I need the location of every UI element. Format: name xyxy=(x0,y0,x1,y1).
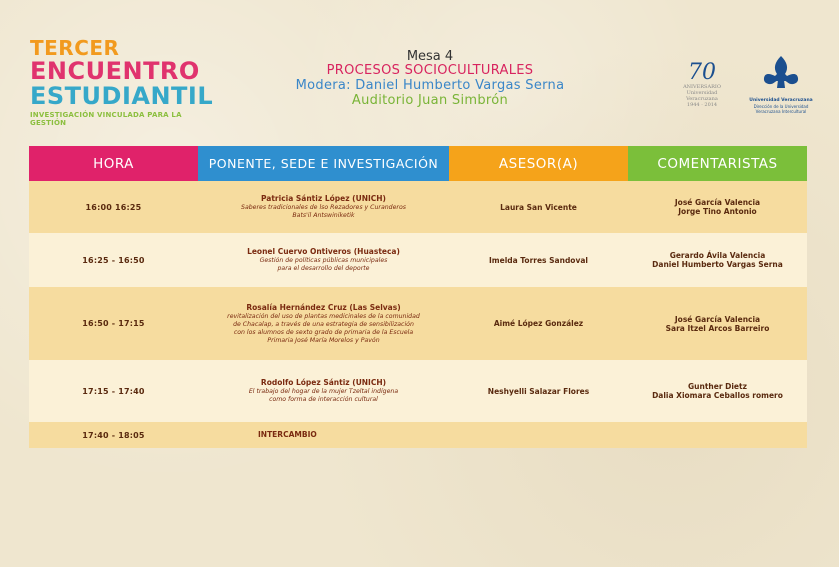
row-research-1: Gestión de políticas públicas municipales xyxy=(259,257,388,264)
university-sub-2: Veracruzana Intercultural xyxy=(755,109,807,114)
row-research-3: con los alumnos de sexto grado de primaria de la Escuela xyxy=(233,328,414,336)
row-time: 16:00 16:25 xyxy=(85,202,142,212)
university-logo xyxy=(746,54,816,114)
row-time: 16:50 - 17:15 xyxy=(82,319,145,328)
table-row xyxy=(29,181,807,233)
logo-line-3: ESTUDIANTIL xyxy=(30,82,214,110)
row-speaker: INTERCAMBIO xyxy=(258,430,317,439)
row-speaker: Rosalía Hernández Cruz (Las Selvas) xyxy=(246,302,401,312)
row-speaker: Rodolfo López Sántiz (UNICH) xyxy=(260,378,387,387)
session-moderator: Modera: Daniel Humberto Vargas Serna xyxy=(295,78,565,93)
row-time: 17:40 - 18:05 xyxy=(82,430,145,440)
header-asesor: ASESOR(A) xyxy=(449,146,628,181)
university-sub-1: Dirección de la Universidad xyxy=(753,104,809,109)
anniversary-line-3: 1944 · 2014 xyxy=(686,102,718,108)
row-speaker: Patricia Sántiz López (UNICH) xyxy=(260,194,386,203)
row-commentator-2: Daniel Humberto Vargas Serna xyxy=(652,260,783,269)
row-research-1: revitalización del uso de plantas medicinales de la comunidad xyxy=(227,312,420,320)
session-venue: Auditorio Juan Simbrón xyxy=(351,93,509,108)
event-logo xyxy=(30,36,214,127)
table-row xyxy=(29,422,807,448)
anniversary-logo xyxy=(672,62,732,108)
row-research-1: El trabajo del hogar de la mujer Tzeltal indígena xyxy=(248,388,399,395)
row-advisor: Imelda Torres Sandoval xyxy=(489,255,588,265)
logo-tagline: INVESTIGACIÓN VINCULADA PARA LA GESTIÓN xyxy=(30,111,182,127)
session-title: PROCESOS SOCIOCULTURALES xyxy=(326,63,534,78)
row-commentator-1: José García Valencia xyxy=(674,314,761,324)
row-commentator-2: Jorge Tino Antonio xyxy=(678,207,757,216)
row-time: 17:15 - 17:40 xyxy=(82,386,145,396)
row-commentator-1: Gerardo Ávila Valencia xyxy=(669,251,766,260)
schedule-table xyxy=(29,146,807,448)
logo-line-2: ENCUENTRO xyxy=(30,57,200,85)
row-advisor: Aimé López González xyxy=(493,319,584,328)
row-commentator-2: Dalia Xiomara Ceballos romero xyxy=(652,391,783,400)
table-header xyxy=(29,146,807,181)
row-research-2: de Chacalap, a través de una estrategia de sensibilización xyxy=(233,320,414,328)
table-row xyxy=(29,287,807,360)
row-research-2: como forma de interacción cultural xyxy=(269,396,378,403)
anniversary-number: 70 xyxy=(688,60,716,85)
session-number: Mesa 4 xyxy=(406,49,454,64)
table-row xyxy=(29,360,807,422)
logo-line-1: TERCER xyxy=(30,36,120,60)
row-commentator-2: Sara Itzel Arcos Barreiro xyxy=(665,323,770,333)
header-ponente: PONENTE, SEDE E INVESTIGACIÓN xyxy=(198,146,449,181)
row-advisor: Neshyelli Salazar Flores xyxy=(487,386,590,396)
anniversary-line-2: Universidad Veracruzana xyxy=(686,90,718,102)
row-research-2: Bats'il Antswiniketik xyxy=(292,212,355,219)
header-hora: HORA xyxy=(29,146,198,181)
session-header xyxy=(270,50,590,108)
row-commentator-1: Gunther Dietz xyxy=(687,382,747,391)
row-speaker: Leonel Cuervo Ontiveros (Huasteca) xyxy=(247,247,400,256)
row-commentator-1: José García Valencia xyxy=(674,198,761,207)
table-row xyxy=(29,233,807,287)
anniversary-line-1: ANIVERSARIO xyxy=(683,84,721,90)
row-advisor: Laura San Vicente xyxy=(500,202,577,212)
row-research-2: para el desarrollo del deporte xyxy=(277,265,370,272)
row-time: 16:25 - 16:50 xyxy=(82,255,145,265)
row-research-4: Primaria José María Morelos y Pavón xyxy=(267,336,380,344)
fleur-de-lis-icon xyxy=(761,54,801,92)
row-research-1: Saberes tradicionales de lso Rezadores y Curanderos xyxy=(241,204,406,211)
header-comentaristas: COMENTARISTAS xyxy=(628,146,807,181)
university-name: Universidad Veracruzana xyxy=(749,98,813,103)
